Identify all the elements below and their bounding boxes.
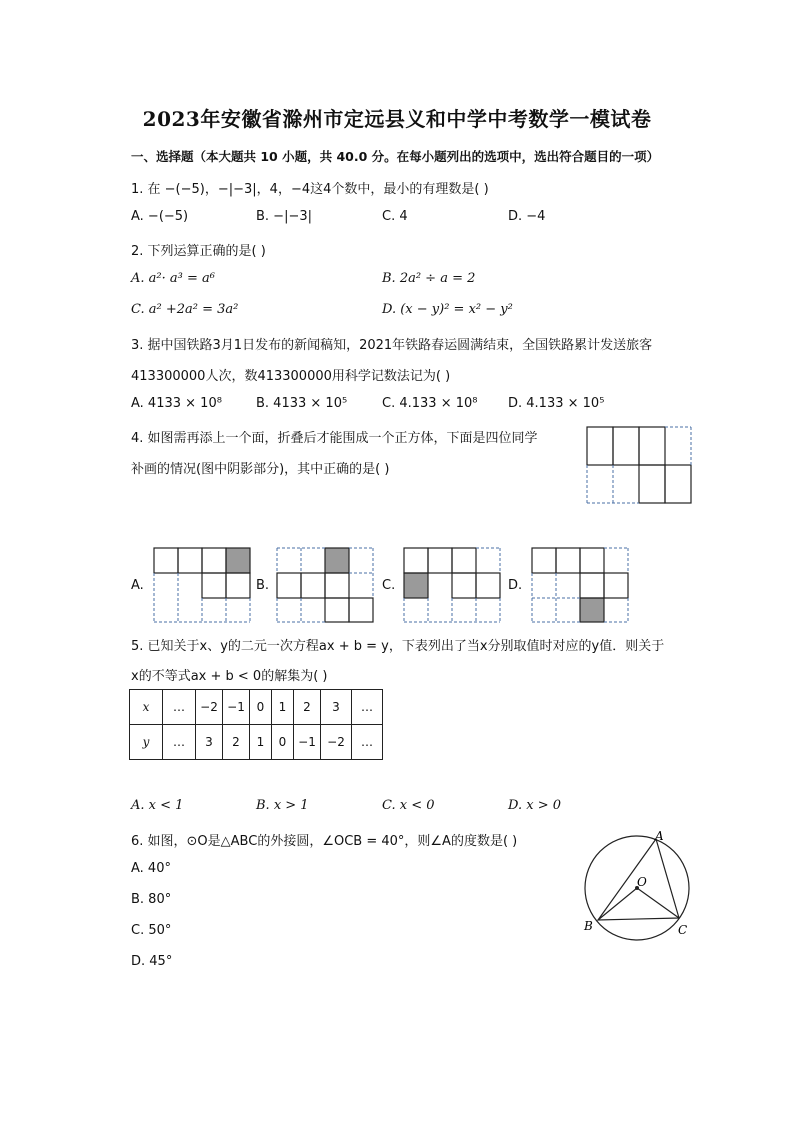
point-a-label: A [655,829,664,843]
q5-option-a[interactable]: A. x < 1 [131,798,184,813]
q2-option-c[interactable]: C. a² +2a² = 3a² [131,302,239,317]
q1-option-c[interactable]: C. 4 [382,209,408,224]
q6-option-c[interactable]: C. 50° [131,923,172,938]
q4-option-d-figure[interactable] [532,548,628,623]
q1-option-d[interactable]: D. −4 [508,209,546,224]
q4-option-a-label[interactable]: A. [131,578,144,593]
circumcircle-figure [580,830,695,945]
question-5-stem-line1: 5. 已知关于x、y的二元一次方程ax + b = y，下表列出了当x分别取值时对应的y值．则关于 [131,639,665,654]
q3-option-b[interactable]: B. 4133 × 10⁵ [256,396,348,411]
table-cell: 1 [272,690,294,725]
section-heading: 一、选择题（本大题共 10 小题，共 40.0 分。在每小题列出的选项中，选出符合题目的一项） [131,149,660,164]
q6-option-d[interactable]: D. 45° [131,954,173,969]
table-cell: … [352,690,383,725]
q4-option-c-label[interactable]: C. [382,578,396,593]
value-table [129,689,383,760]
table-cell: y [130,725,163,760]
question-4-stem-line1: 4. 如图需再添上一个面，折叠后才能围成一个正方体，下面是四位同学 [131,431,538,446]
table-cell: 3 [196,725,223,760]
q4-option-b-label[interactable]: B. [256,578,270,593]
point-b-label: B [584,919,593,933]
table-row-y [130,725,383,760]
q3-option-a[interactable]: A. 4133 × 10⁸ [131,396,222,411]
table-cell: … [163,725,196,760]
q2-option-a[interactable]: A. a²· a³ = a⁶ [131,271,215,286]
q5-option-d[interactable]: D. x > 0 [508,798,561,813]
q4-option-c-figure[interactable] [404,548,500,623]
table-cell: 2 [294,690,321,725]
q1-option-a[interactable]: A. −(−5) [131,209,189,224]
table-cell: 3 [321,690,352,725]
page-title: 2023年安徽省滁州市定远县义和中学中考数学一模试卷 [142,107,652,131]
question-6-stem: 6. 如图，⊙O是△ABC的外接圆，∠OCB = 40°，则∠A的度数是( ) [131,834,518,849]
table-cell: 1 [250,725,272,760]
q4-option-b-figure[interactable] [277,548,373,623]
table-cell: −1 [294,725,321,760]
point-c-label: C [678,923,688,937]
table-cell: 2 [223,725,250,760]
q5-option-c[interactable]: C. x < 0 [382,798,435,813]
table-cell: 0 [250,690,272,725]
table-row-x [130,690,383,725]
q3-option-d[interactable]: D. 4.133 × 10⁵ [508,396,605,411]
table-cell: 0 [272,725,294,760]
q1-option-b[interactable]: B. −|−3| [256,209,312,224]
point-o-label: O [637,875,647,889]
table-cell: −1 [223,690,250,725]
cube-net-figure [587,427,692,504]
q2-option-b[interactable]: B. 2a² ÷ a = 2 [382,271,476,286]
q2-option-d[interactable]: D. (x − y)² = x² − y² [382,302,513,317]
q6-option-b[interactable]: B. 80° [131,892,172,907]
q5-option-b[interactable]: B. x > 1 [256,798,309,813]
question-4-stem-line2: 补画的情况(图中阴影部分)，其中正确的是( ) [131,462,390,477]
table-cell: … [352,725,383,760]
table-cell: −2 [321,725,352,760]
q4-option-a-figure[interactable] [154,548,250,623]
question-2-stem: 2. 下列运算正确的是( ) [131,244,266,259]
table-cell: −2 [196,690,223,725]
segment-oc [637,888,679,918]
q4-option-d-label[interactable]: D. [508,578,523,593]
question-1-stem: 1. 在 −(−5)，−|−3|，4，−4这4个数中，最小的有理数是( ) [131,182,489,197]
question-5-stem-line2: x的不等式ax + b < 0的解集为( ) [131,669,328,684]
q3-option-c[interactable]: C. 4.133 × 10⁸ [382,396,478,411]
q6-option-a[interactable]: A. 40° [131,861,171,876]
question-3-stem-line1: 3. 据中国铁路3月1日发布的新闻稿知，2021年铁路春运圆满结束，全国铁路累计发送旅客 [131,338,653,353]
question-3-stem-line2: 413300000人次，数413300000用科学记数法记为( ) [131,369,451,384]
table-cell: x [130,690,163,725]
table-cell: … [163,690,196,725]
